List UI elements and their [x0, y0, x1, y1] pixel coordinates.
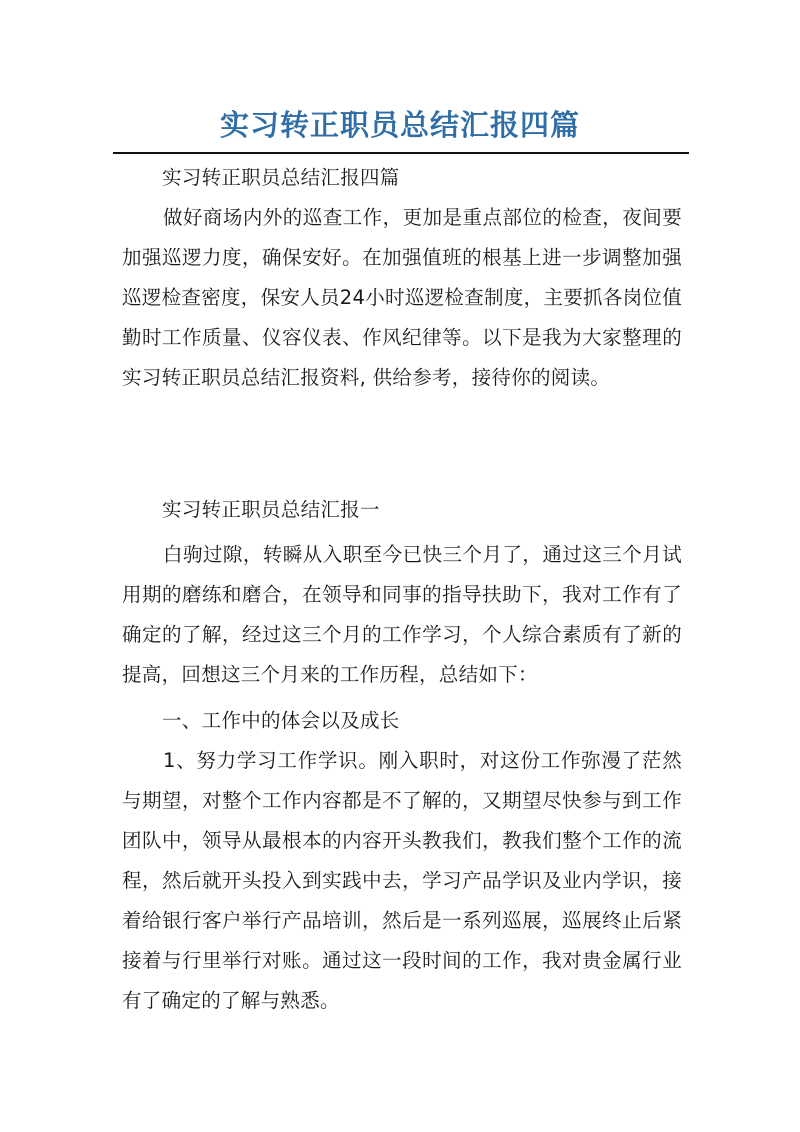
section-1-paragraph: 白驹过隙，转瞬从入职至今已快三个月了，通过这三个月试用期的磨练和磨合，在领导和同事的指导扶助下，我对工作有了确定的了解，经过这三个月的工作学习，个人综合素质有了新的提高，回想这三个月来的工作历程，总结如下： — [122, 543, 682, 686]
section-heading-1: 实习转正职员总结汇报一 — [162, 498, 380, 521]
intro-paragraph: 做好商场内外的巡查工作，更加是重点部位的检查，夜间要加强巡逻力度，确保安好。在加强值班的根基上进一步调整加强巡逻检查密度，保安人员24小时巡逻检查制度，主要抓各岗位值勤时工作质量、仪容仪表、作风纪律等。以下是我为大家整理的实习转正职员总结汇报资料, 供给参考，接待你的阅读。 — [122, 206, 683, 389]
item-1-paragraph: 1、努力学习工作学识。刚入职时，对这份工作弥漫了茫然与期望，对整个工作内容都是不了解的，又期望尽快参与到工作团队中，领导从最根本的内容开头教我们，教我们整个工作的流程，然后就开头投入到实践中去，学习产品学识及业内学识，接着给银行客户举行产品培训，然后是一系列巡展，巡展终止后紧接着与行里举行对账。通过这一段时间的工作，我对贵金属行业有了确定的了解与熟悉。 — [122, 749, 682, 1012]
document-subtitle: 实习转正职员总结汇报四篇 — [162, 166, 400, 189]
title-divider — [113, 152, 689, 154]
subheading-experience: 一、工作中的体会以及成长 — [162, 709, 400, 732]
document-title: 实习转正职员总结汇报四篇 — [219, 108, 580, 142]
